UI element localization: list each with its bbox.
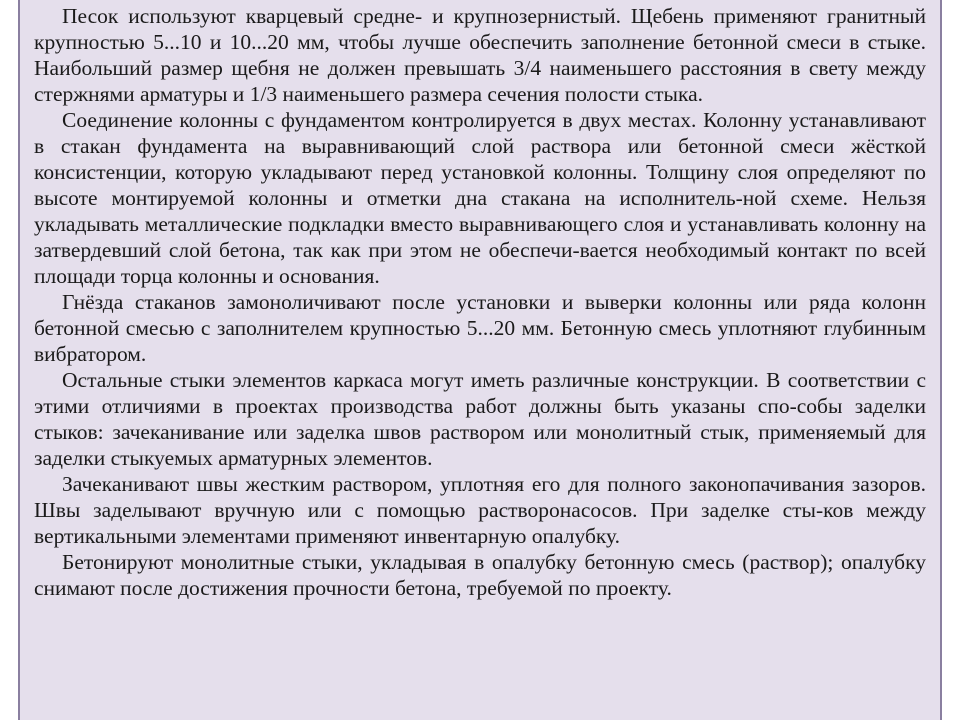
paragraph-other-joints: Остальные стыки элементов каркаса могут иметь различные конструкции. В соответствии с этими отличиями в проектах производства работ должны быть указаны спо-собы заделки стыков: зачеканивание или заделка швов раствором или монолитный стык, применяемый для заделки стыкуемых арматурных элементов. [34,368,926,470]
paragraph-caulking: Зачеканивают швы жестким раствором, уплотняя его для полного законопачивания зазоров. Швы заделывают вручную или с помощью растворонасосов. При заделке сты-ков между вертикальными элементами применяют инвентарную опалубку. [34,472,926,548]
text-panel [18,0,942,720]
paragraph-monolithic-joints: Бетонируют монолитные стыки, укладывая в опалубку бетонную смесь (раствор); опалубку снимают после достижения прочности бетона, требуемой по проекту. [34,550,926,600]
paragraph-socket-grouting: Гнёзда стаканов замоноличивают после установки и выверки колонны или ряда колонн бетонной смесью с заполнителем крупностью 5...20 мм. Бетонную смесь уплотняют глубинным вибратором. [34,290,926,366]
paragraph-column-foundation: Соединение колонны с фундаментом контролируется в двух местах. Колонну устанавливают в стакан фундамента на выравнивающий слой раствора или бетонной смеси жёсткой консистенции, которую укладывают перед установкой колонны. Толщину слоя определяют по высоте монтируемой колонны и отметки дна стакана на исполнитель-ной схеме. Нельзя укладывать металлические подкладки вместо выравнивающего слоя и устанавливать колонну на затвердевший слой бетона, так как при этом не обеспечи-вается необходимый контакт по всей площади торца колонны и основания. [34,108,926,288]
paragraph-sand-gravel: Песок используют кварцевый средне- и крупнозернистый. Щебень применяют гранитный крупностью 5...10 и 10...20 мм, чтобы лучше обеспечить заполнение бетонной смеси в стыке. Наибольший размер щебня не должен превышать 3/4 наименьшего расстояния в свету между стержнями арматуры и 1/3 наименьшего размера сечения полости стыка. [34,4,926,106]
